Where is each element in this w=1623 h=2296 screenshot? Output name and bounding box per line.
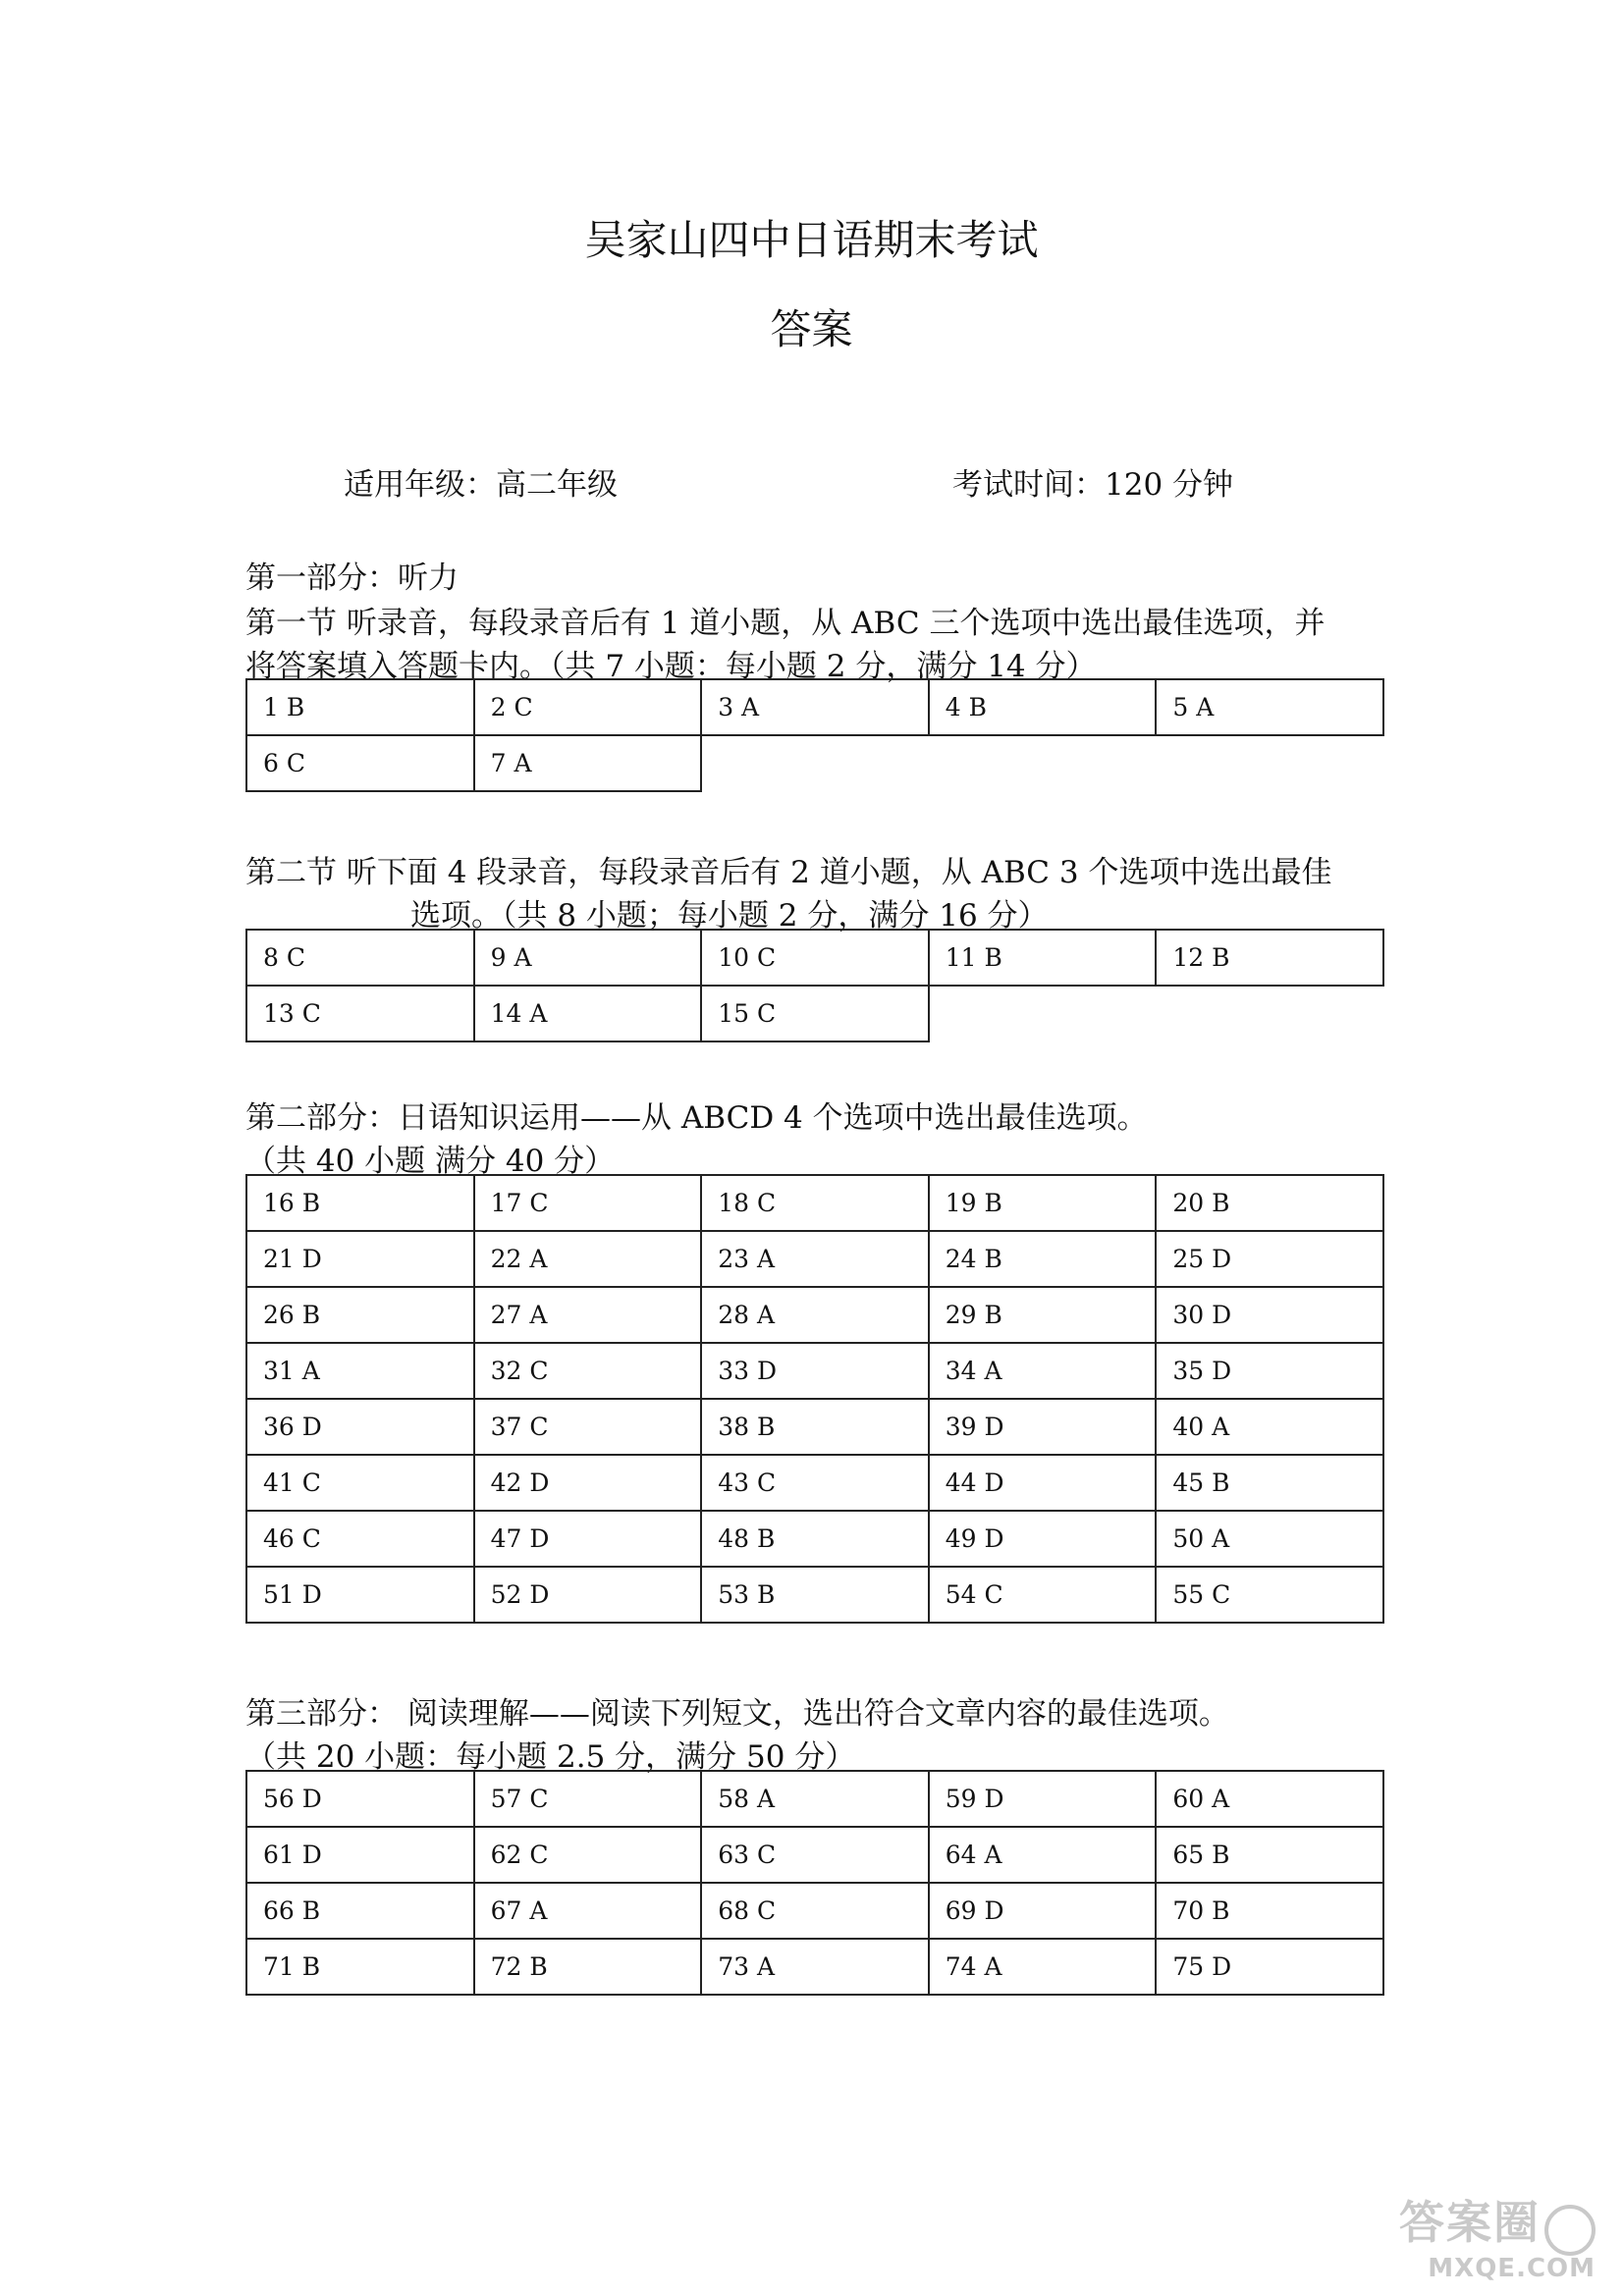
table-row (246, 1231, 1383, 1287)
table-row (246, 1939, 1383, 1995)
answer-cell: 40 A (1156, 1399, 1383, 1455)
watermark-url: MXQE.COM (1428, 2253, 1596, 2283)
answer-cell: 55 C (1156, 1567, 1383, 1623)
answer-cell: 34 A (929, 1343, 1157, 1399)
answer-cell: 24 B (929, 1231, 1157, 1287)
answer-cell: 38 B (701, 1399, 929, 1455)
answer-cell: 72 B (474, 1939, 702, 1995)
answer-cell: 33 D (701, 1343, 929, 1399)
exam-time-info: 考试时间：120 分钟 (952, 467, 1234, 503)
answer-cell: 60 A (1156, 1771, 1383, 1827)
answer-cell: 19 B (929, 1175, 1157, 1231)
answer-table-part3 (245, 1770, 1384, 1996)
part3-instruction-line1: 第三部分： 阅读理解——阅读下列短文，选出符合文章内容的最佳选项。 (245, 1696, 1229, 1732)
table-row (246, 1771, 1383, 1827)
watermark (1399, 2196, 1596, 2283)
answer-cell: 21 D (246, 1231, 474, 1287)
answer-cell: 17 C (474, 1175, 702, 1231)
table-row (246, 986, 1383, 1041)
part1-title: 第一部分：听力 (245, 561, 459, 596)
answer-cell: 23 A (701, 1231, 929, 1287)
answer-cell: 7 A (474, 735, 702, 791)
table-row (246, 1567, 1383, 1623)
answer-cell: 32 C (474, 1343, 702, 1399)
answer-table-part1-section2 (245, 929, 1384, 1042)
answer-table-part2 (245, 1174, 1384, 1624)
answer-cell: 31 A (246, 1343, 474, 1399)
answer-cell: 48 B (701, 1511, 929, 1567)
empty-cell (1156, 986, 1383, 1041)
part1-section1-instruction-line1: 第一节 听录音，每段录音后有 1 道小题，从 ABC 三个选项中选出最佳选项，并 (245, 606, 1325, 641)
answer-cell: 39 D (929, 1399, 1157, 1455)
answer-cell: 50 A (1156, 1511, 1383, 1567)
answer-cell: 18 C (701, 1175, 929, 1231)
answer-cell: 29 B (929, 1287, 1157, 1343)
table-row (246, 1883, 1383, 1939)
answer-cell: 37 C (474, 1399, 702, 1455)
answer-cell: 22 A (474, 1231, 702, 1287)
part2-instruction-line2: （共 40 小题 满分 40 分） (245, 1144, 616, 1179)
answer-cell: 56 D (246, 1771, 474, 1827)
answer-cell: 74 A (929, 1939, 1157, 1995)
table-row (246, 735, 1383, 791)
page-subtitle: 答案 (770, 305, 853, 353)
answer-cell: 71 B (246, 1939, 474, 1995)
answer-cell: 57 C (474, 1771, 702, 1827)
answer-cell: 42 D (474, 1455, 702, 1511)
answer-cell: 28 A (701, 1287, 929, 1343)
answer-cell: 45 B (1156, 1455, 1383, 1511)
answer-cell: 12 B (1156, 930, 1383, 986)
answer-cell: 35 D (1156, 1343, 1383, 1399)
answer-cell: 1 B (246, 679, 474, 735)
grade-info: 适用年级：高二年级 (344, 467, 618, 503)
answer-cell: 66 B (246, 1883, 474, 1939)
answer-cell: 68 C (701, 1883, 929, 1939)
answer-cell: 30 D (1156, 1287, 1383, 1343)
answer-cell: 52 D (474, 1567, 702, 1623)
answer-cell: 11 B (929, 930, 1157, 986)
answer-cell: 64 A (929, 1827, 1157, 1883)
answer-cell: 26 B (246, 1287, 474, 1343)
part1-section1-instruction-line2: 将答案填入答题卡内。（共 7 小题：每小题 2 分，满分 14 分） (245, 649, 1097, 684)
part2-instruction-line1: 第二部分：日语知识运用——从 ABCD 4 个选项中选出最佳选项。 (245, 1100, 1148, 1136)
answer-cell: 15 C (701, 986, 929, 1041)
answer-cell: 67 A (474, 1883, 702, 1939)
answer-cell: 44 D (929, 1455, 1157, 1511)
answer-cell: 13 C (246, 986, 474, 1041)
empty-cell (929, 986, 1157, 1041)
answer-cell: 9 A (474, 930, 702, 986)
answer-cell: 36 D (246, 1399, 474, 1455)
part3-instruction-line2: （共 20 小题：每小题 2.5 分，满分 50 分） (245, 1739, 856, 1775)
answer-cell: 2 C (474, 679, 702, 735)
answer-cell: 49 D (929, 1511, 1157, 1567)
answer-table-part1-section1 (245, 678, 1384, 792)
empty-cell (1156, 735, 1383, 791)
answer-cell: 73 A (701, 1939, 929, 1995)
answer-cell: 41 C (246, 1455, 474, 1511)
answer-cell: 6 C (246, 735, 474, 791)
answer-cell: 27 A (474, 1287, 702, 1343)
answer-cell: 54 C (929, 1567, 1157, 1623)
answer-cell: 53 B (701, 1567, 929, 1623)
table-row (246, 679, 1383, 735)
table-row (246, 930, 1383, 986)
table-row (246, 1343, 1383, 1399)
answer-cell: 20 B (1156, 1175, 1383, 1231)
table-row (246, 1511, 1383, 1567)
empty-cell (701, 735, 929, 791)
answer-cell: 47 D (474, 1511, 702, 1567)
answer-cell: 62 C (474, 1827, 702, 1883)
table-row (246, 1827, 1383, 1883)
answer-cell: 14 A (474, 986, 702, 1041)
watermark-text: 答案圈 (1399, 2196, 1541, 2250)
table-row (246, 1399, 1383, 1455)
page-title: 吴家山四中日语期末考试 (584, 216, 1039, 264)
part1-section2-instruction-line2: 选项。（共 8 小题；每小题 2 分，满分 16 分） (410, 898, 1049, 934)
answer-cell: 3 A (701, 679, 929, 735)
answer-cell: 16 B (246, 1175, 474, 1231)
answer-cell: 4 B (929, 679, 1157, 735)
answer-cell: 51 D (246, 1567, 474, 1623)
answer-cell: 61 D (246, 1827, 474, 1883)
table-row (246, 1287, 1383, 1343)
part1-section2-instruction-line1: 第二节 听下面 4 段录音，每段录音后有 2 道小题，从 ABC 3 个选项中选出最佳 (245, 855, 1332, 890)
empty-cell (929, 735, 1157, 791)
answer-cell: 69 D (929, 1883, 1157, 1939)
answer-cell: 8 C (246, 930, 474, 986)
answer-cell: 10 C (701, 930, 929, 986)
answer-cell: 63 C (701, 1827, 929, 1883)
answer-cell: 58 A (701, 1771, 929, 1827)
answer-cell: 70 B (1156, 1883, 1383, 1939)
table-row (246, 1455, 1383, 1511)
answer-cell: 65 B (1156, 1827, 1383, 1883)
answer-cell: 25 D (1156, 1231, 1383, 1287)
table-row (246, 1175, 1383, 1231)
watermark-seal-icon (1544, 2205, 1596, 2256)
answer-cell: 46 C (246, 1511, 474, 1567)
answer-cell: 5 A (1156, 679, 1383, 735)
answer-cell: 43 C (701, 1455, 929, 1511)
answer-cell: 59 D (929, 1771, 1157, 1827)
answer-cell: 75 D (1156, 1939, 1383, 1995)
